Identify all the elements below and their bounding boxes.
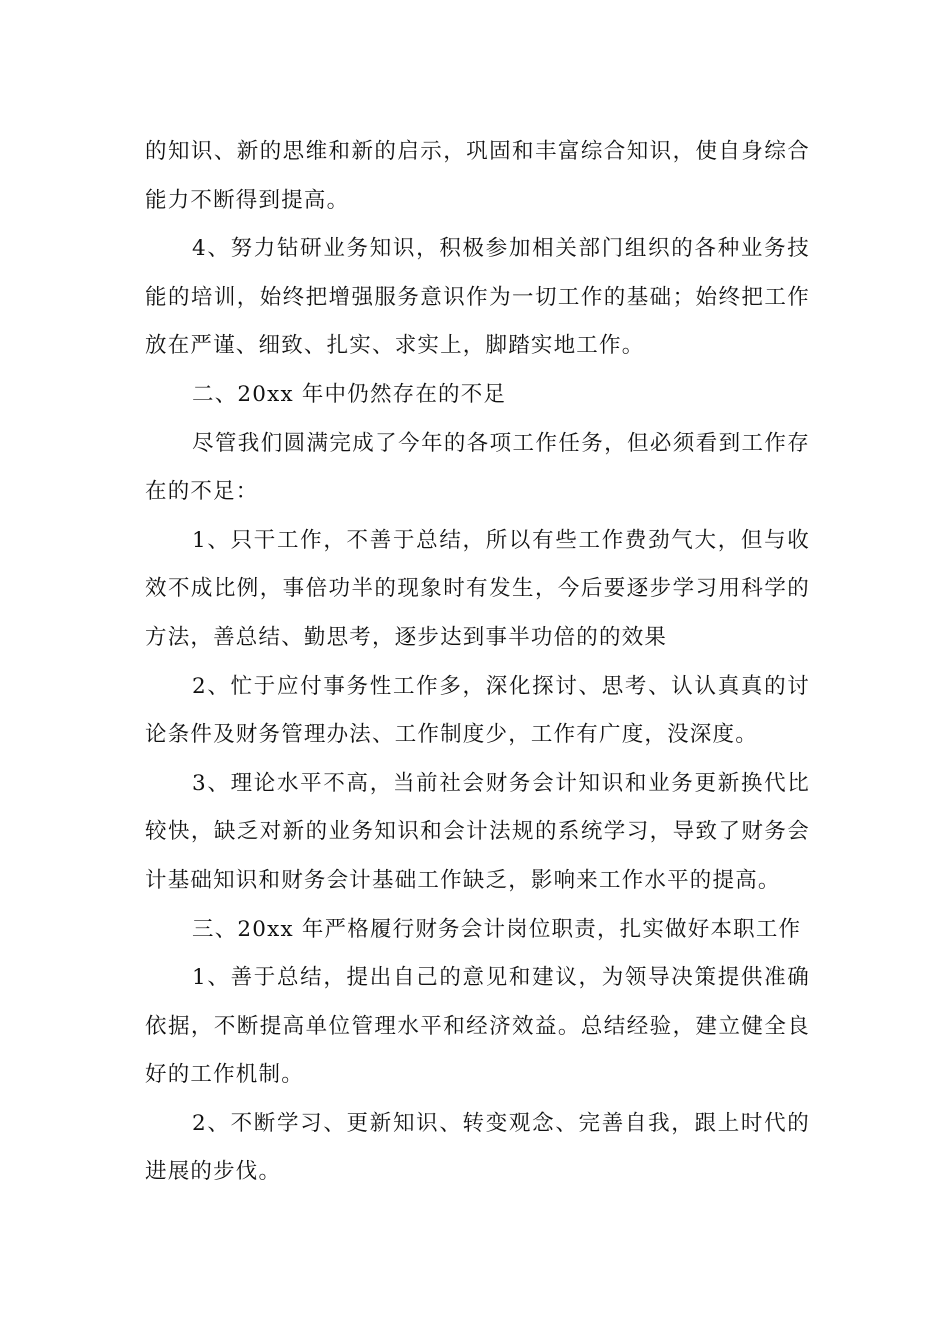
section-heading-2: 二、20xx 年中仍然存在的不足 xyxy=(192,381,507,407)
paragraph-shortcoming-3: 3、理论水平不高，当前社会财务会计知识和业务更新换代比较快，缺乏对新的业务知识和会计法规的系统学习，导致了财务会计基础知识和财务会计基础工作缺乏，影响来工作水平的提高。 xyxy=(145,770,810,893)
paragraph-continuation: 的知识、新的思维和新的启示，巩固和丰富综合知识，使自身综合能力不断得到提高。 xyxy=(145,139,810,213)
paragraph-item-4: 4、努力钻研业务知识，积极参加相关部门组织的各种业务技能的培训，始终把增强服务意识作为一切工作的基础；始终把工作放在严谨、细致、扎实、求实上，脚踏实地工作。 xyxy=(145,236,810,359)
paragraph-shortcoming-1: 1、只干工作，不善于总结，所以有些工作费劲气大，但与收效不成比例，事倍功半的现象时有发生，今后要逐步学习用科学的方法，善总结、勤思考，逐步达到事半功倍的的效果 xyxy=(145,527,810,650)
paragraph-duty-2: 2、不断学习、更新知识、转变观念、完善自我，跟上时代的进展的步伐。 xyxy=(145,1110,810,1185)
paragraph-duty-1: 1、善于总结，提出自己的意见和建议，为领导决策提供准确依据，不断提高单位管理水平和经济效益。总结经验，建立健全良好的工作机制。 xyxy=(145,965,810,1088)
paragraph-shortcoming-2: 2、忙于应付事务性工作多，深化探讨、思考、认认真真的讨论条件及财务管理办法、工作制度少，工作有广度，没深度。 xyxy=(145,673,810,748)
document-body xyxy=(145,128,810,1197)
paragraph-intro-shortcomings: 尽管我们圆满完成了今年的各项工作任务，但必须看到工作存在的不足： xyxy=(145,430,810,505)
section-heading-3: 三、20xx 年严格履行财务会计岗位职责，扎实做好本职工作 xyxy=(192,916,802,942)
